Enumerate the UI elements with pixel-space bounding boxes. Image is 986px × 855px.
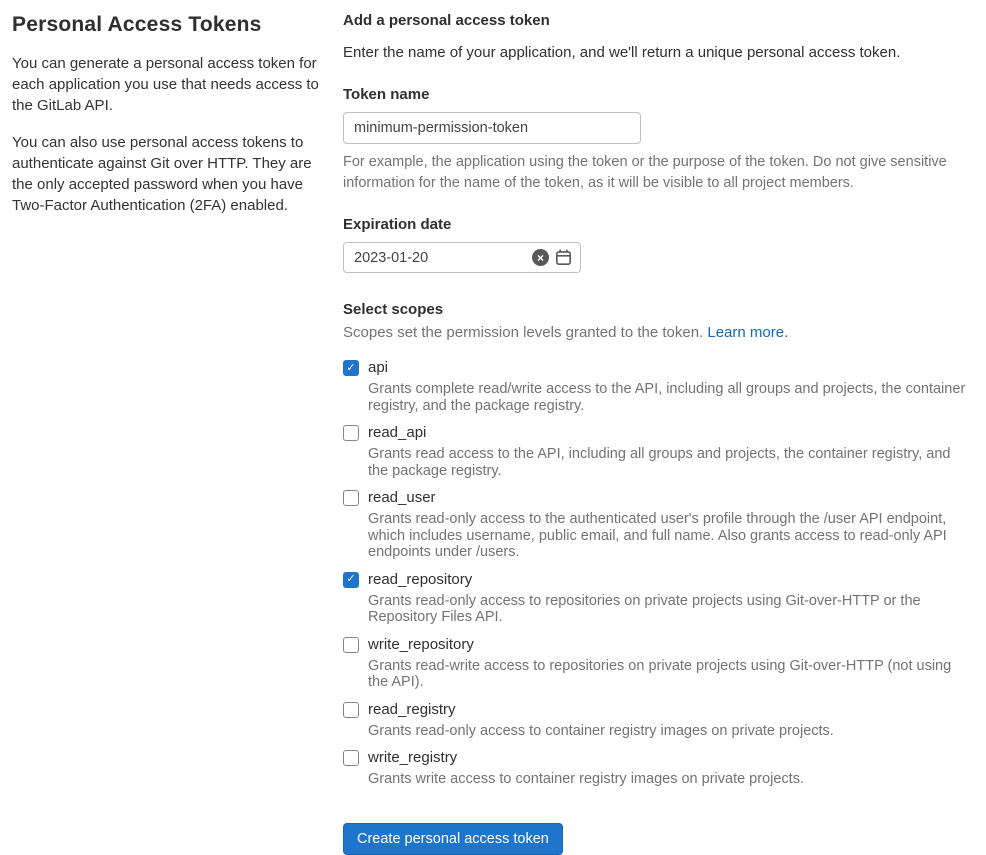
scope-description-read-api: Grants read access to the API, including all groups and projects, the container registry, and the package registry.	[368, 446, 951, 479]
token-name-input[interactable]	[343, 112, 641, 144]
scope-description-write-registry: Grants write access to container registry images on private projects.	[368, 771, 804, 787]
scope-row-read-user	[343, 488, 974, 561]
scope-description-read-registry: Grants read-only access to container registry images on private projects.	[368, 722, 834, 739]
scope-row-api	[343, 358, 974, 414]
scope-label-read-user[interactable]: read_user	[368, 489, 436, 506]
expiration-date-input[interactable]	[344, 243, 526, 272]
scopes-hint	[343, 323, 974, 343]
token-name-help: For example, the application using the token or the purpose of the token. Do not give sensitive information for the name of the token, as it will be visible to all project members.	[343, 154, 947, 191]
scope-label-api[interactable]: api	[368, 359, 389, 376]
calendar-icon	[555, 249, 572, 266]
scope-description-read-user: Grants read-only access to the authenticated user's profile through the /user API endpoint, which includes username, public email, and full name. Also grants access to read-only API endpoints under /users.	[368, 511, 947, 560]
circle-x-icon: ×	[532, 249, 549, 266]
scopes-hint-text: Scopes set the permission levels granted to the token.	[343, 324, 708, 341]
settings-description-column	[12, 11, 327, 855]
checkbox-read-registry[interactable]	[343, 702, 359, 718]
scope-label-read-repository[interactable]: read_repository	[368, 570, 473, 588]
expiration-date-label: Expiration date	[343, 216, 452, 233]
scope-text-read-repository	[368, 570, 974, 626]
scope-label-read-api[interactable]: read_api	[368, 424, 427, 441]
expiration-date-field[interactable]	[343, 242, 581, 273]
scope-text-api	[368, 358, 974, 414]
checkbox-read-repository[interactable]	[343, 572, 359, 588]
page-description-2: You can also use personal access tokens to authenticate against Git over HTTP. They are the only accepted password when you have Two-Factor Authentication (2FA) enabled.	[12, 134, 312, 214]
checkbox-read-api[interactable]	[343, 425, 359, 441]
scope-row-write-registry	[343, 748, 974, 788]
scope-row-read-api	[343, 423, 974, 479]
checkbox-api[interactable]	[343, 360, 359, 376]
scope-label-write-registry[interactable]: write_registry	[368, 749, 458, 766]
scope-text-read-registry	[368, 700, 834, 740]
scope-description-write-repository: Grants read-write access to repositories on private projects using Git-over-HTTP (not using the API).	[368, 657, 952, 690]
scope-label-write-repository[interactable]: write_repository	[368, 635, 474, 653]
learn-more-link[interactable]: Learn more.	[707, 324, 789, 341]
scope-text-read-user	[368, 488, 974, 561]
calendar-button[interactable]	[555, 249, 572, 266]
scope-row-read-repository	[343, 570, 974, 626]
scope-row-write-repository	[343, 635, 974, 691]
checkbox-write-repository[interactable]	[343, 637, 359, 653]
scope-label-read-registry[interactable]: read_registry	[368, 700, 456, 718]
form-subheading: Enter the name of your application, and we'll return a unique personal access token.	[343, 44, 901, 61]
scope-text-read-api	[368, 423, 974, 479]
scope-row-read-registry	[343, 700, 974, 740]
page-title: Personal Access Tokens	[12, 13, 262, 36]
form-heading: Add a personal access token	[343, 12, 550, 29]
create-token-button[interactable]: Create personal access token	[343, 823, 563, 855]
scope-description-read-repository: Grants read-only access to repositories on private projects using Git-over-HTTP or the Repository Files API.	[368, 592, 921, 625]
token-name-label: Token name	[343, 86, 430, 103]
scope-description-api: Grants complete read/write access to the API, including all groups and projects, the container registry, and the package registry.	[368, 381, 966, 414]
scope-text-write-registry	[368, 748, 804, 788]
checkbox-read-user[interactable]	[343, 490, 359, 506]
page-description-1: You can generate a personal access token for each application you use that needs access to the GitLab API.	[12, 55, 319, 114]
select-scopes-heading: Select scopes	[343, 301, 444, 318]
clear-date-button[interactable]	[532, 249, 549, 266]
scope-text-write-repository	[368, 635, 974, 691]
checkbox-write-registry[interactable]	[343, 750, 359, 766]
add-token-form	[343, 11, 974, 855]
